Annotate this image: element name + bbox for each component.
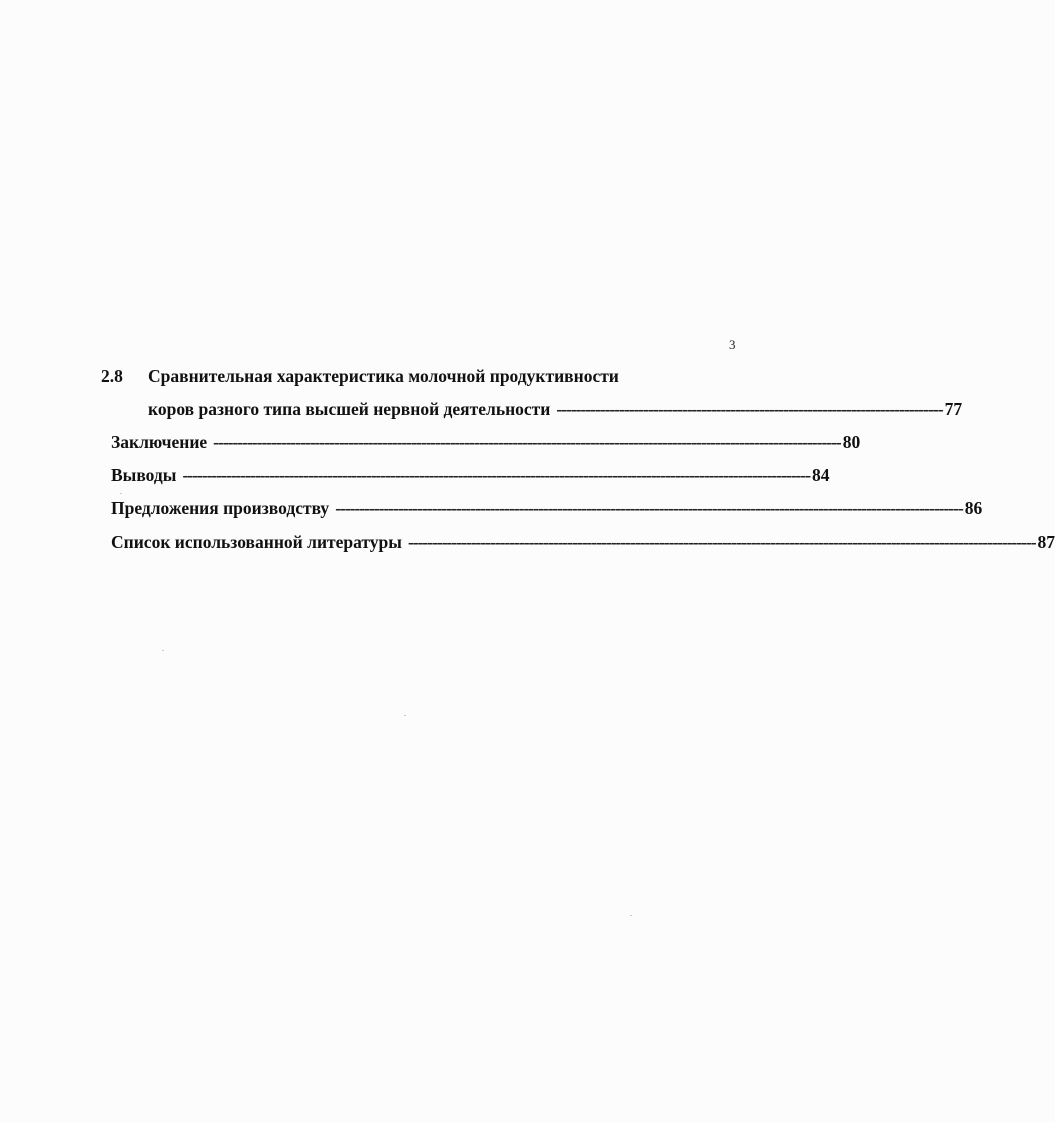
section-number: 2.8 (101, 366, 123, 386)
page-number: 3 (729, 337, 736, 352)
section-title-text-1: Сравнительная характеристика молочной продуктивности (148, 366, 619, 386)
dot-leader: ---------------------------------------------------------------------------------------------------------------------------------- (182, 465, 811, 485)
scan-speck (630, 915, 632, 916)
page-ref: 77 (944, 399, 963, 419)
toc-entry-title: Выводы (111, 465, 177, 485)
scan-speck (162, 650, 164, 651)
toc-entry-proposals (111, 497, 983, 519)
page-ref: 86 (964, 498, 983, 518)
dot-leader: ---------------------------------------------------------------------------------------------------------------------------------- (407, 532, 1036, 552)
dot-leader: ---------------------------------------------------------------------------------------------------------------------------------- (213, 432, 841, 452)
dot-leader: -------------------------------------------------------------------------------- (556, 399, 943, 419)
toc-entry-section-2-8 (148, 398, 963, 420)
section-title-line-1 (148, 365, 619, 387)
page-ref: 80 (842, 432, 861, 452)
section-title-text-2: коров разного типа высшей нервной деятельности (148, 399, 551, 419)
page-ref: 87 (1037, 532, 1055, 552)
scan-speck (404, 715, 406, 716)
toc-entry-conclusion (111, 431, 861, 453)
toc-entry-references (111, 531, 1055, 553)
toc-entry-conclusions (111, 464, 830, 486)
toc-entry-title: Заключение (111, 432, 208, 452)
scan-speck (120, 493, 122, 494)
toc-entry-title: Список использованной литературы (111, 532, 402, 552)
dot-leader: ---------------------------------------------------------------------------------------------------------------------------------- (335, 498, 963, 518)
page-ref: 84 (812, 465, 830, 485)
toc-entry-title: Предложения производству (111, 498, 330, 518)
